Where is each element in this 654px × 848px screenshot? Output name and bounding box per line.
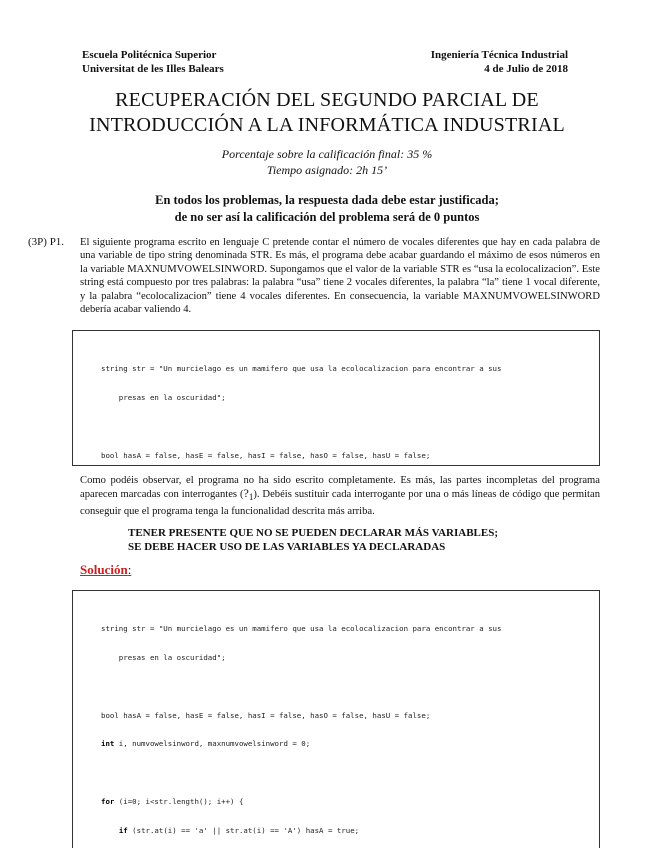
- code-text: i, numvowelsinword, maxnumvowelsinword = 0;: [114, 739, 311, 749]
- solution-colon: :: [127, 562, 132, 577]
- code-line: [101, 739, 501, 749]
- exam-date: 4 de Julio de 2018: [484, 63, 568, 75]
- code-line: presas en la oscuridad";: [101, 392, 226, 402]
- code-line: bool hasA = false, hasE = false, hasI = false, hasO = false, hasU = false;: [101, 450, 431, 460]
- instructions-paragraph: [80, 474, 600, 518]
- grade-percentage: Porcentaje sobre la calificación final: 35 %: [221, 147, 433, 161]
- code-block-exercise: [101, 345, 501, 466]
- code-line: string str = "Un murcielago es un mamifero que usa la ecolocalizacion para encontrar a sus: [101, 624, 502, 634]
- code-line: presas en la oscuridad";: [101, 652, 226, 662]
- instructions-text-a: Como podéis observar, el programa no ha sido escrito completamente. Es más, las partes incompletas del programa aparecen marcadas con interrogantes (: [80, 475, 600, 501]
- problem-statement: El siguiente programa escrito en lenguaje C pretende contar el número de vocales diferentes que hay en cada palabra de una variable de tipo string denominada STR. Es más, el programa debe acabar guardando el máximo de esos números en la variable MAXNUMVOWELSINWORD. Supongamos que el valor de la variable STR es “usa la ecolocalizacion”. Este string está compuesto por tres palabras: la palabra “usa” tiene 2 vocales diferentes, la palabra “la” tiene 1 vocal diferente, y la palabra “ecolocalizacion” tiene 4 vocales diferentes. En consecuencia, la variable MAXNUMVOWELSINWORD debería acabar valiendo 4.: [80, 237, 600, 316]
- header-left: [82, 48, 224, 76]
- exam-subtitle: [0, 146, 654, 178]
- warning-line-2: SE DEBE HACER USO DE LAS VARIABLES YA DECLARADAS: [128, 541, 446, 553]
- code-line: [101, 797, 501, 807]
- keyword: int: [101, 739, 115, 749]
- variables-warning: [128, 526, 498, 554]
- solution-heading: [80, 562, 131, 578]
- question-marker: ?: [243, 486, 249, 501]
- title-line-2: INTRODUCCIÓN A LA INFORMÁTICA INDUSTRIAL: [89, 114, 565, 136]
- notice-line-1: En todos los problemas, la respuesta dada debe estar justificada;: [155, 193, 499, 207]
- warning-line-1: TENER PRESENTE QUE NO SE PUEDEN DECLARAR MÁS VARIABLES;: [128, 527, 498, 539]
- code-listing-solution: [72, 590, 600, 848]
- time-allotted: Tiempo asignado: 2h 15’: [266, 163, 388, 177]
- title-line-1: RECUPERACIÓN DEL SEGUNDO PARCIAL DE: [115, 89, 539, 111]
- code-text: (i=0; i<str.length(); i++) {: [114, 796, 244, 806]
- question-marker-index: 1: [248, 492, 254, 503]
- problem-label: (3P) P1.: [28, 236, 65, 248]
- school-name: Escuela Politécnica Superior: [82, 49, 217, 61]
- code-listing-exercise: [72, 330, 600, 466]
- notice-line-2: de no ser así la calificación del problema será de 0 puntos: [174, 210, 480, 224]
- justification-notice: [0, 192, 654, 226]
- solution-label: Solución: [80, 562, 128, 577]
- code-line: [101, 826, 501, 836]
- university-name: Universitat de les Illes Balears: [82, 63, 224, 75]
- header-right: [431, 48, 568, 76]
- degree-name: Ingeniería Técnica Industrial: [430, 49, 568, 61]
- instructions-text-b: ). Debéis sustituir cada interrogante por una o más líneas de código que permitan conseguir que el programa tenga la funcionalidad descrita más arriba.: [80, 489, 600, 517]
- code-line: bool hasA = false, hasE = false, hasI = false, hasO = false, hasU = false;: [101, 710, 431, 720]
- exam-title: [0, 88, 654, 138]
- code-text: (str.at(i) == 'a' || str.at(i) == 'A') hasA = true;: [127, 825, 360, 835]
- keyword: if: [118, 825, 128, 835]
- code-line: string str = "Un murcielago es un mamifero que usa la ecolocalizacion para encontrar a sus: [101, 364, 502, 374]
- keyword: for: [101, 796, 115, 806]
- code-block-solution: [101, 605, 501, 848]
